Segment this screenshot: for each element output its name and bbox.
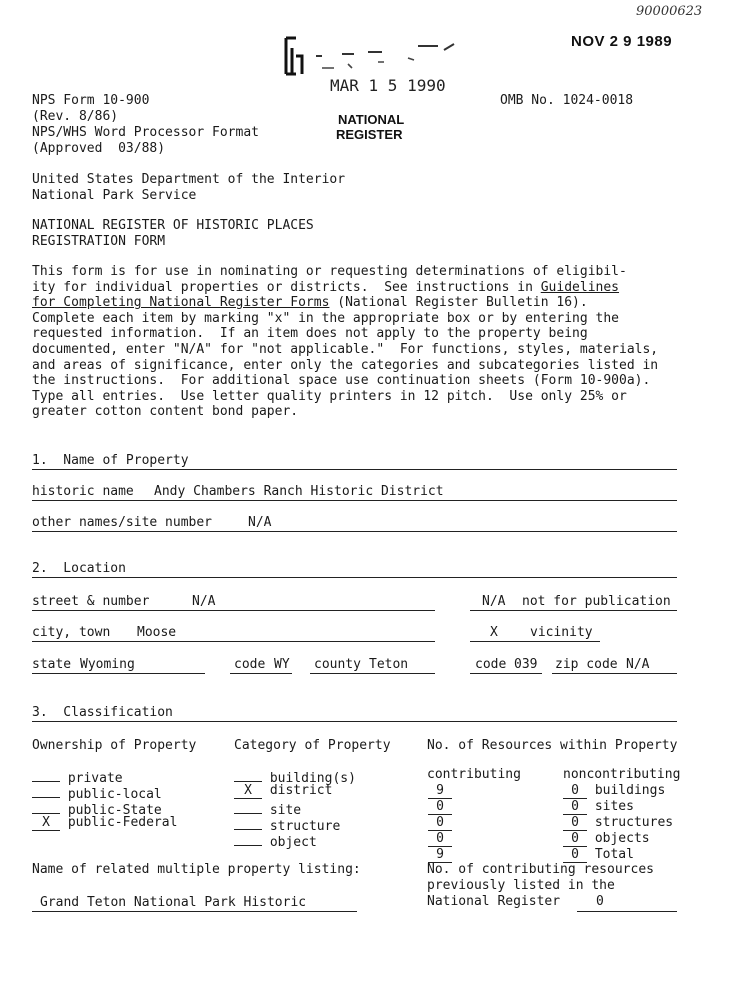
form-subtitle: REGISTRATION FORM: [32, 234, 166, 249]
noncontributing-total[interactable]: 0: [563, 848, 587, 863]
category-option-site[interactable]: [234, 799, 356, 818]
register-date-stamp: MAR 1 5 1990: [330, 76, 446, 95]
zip-label: zip code: [555, 657, 618, 672]
category-label: building(s): [269, 771, 356, 786]
vicinity-mark[interactable]: X: [490, 625, 498, 640]
category-checkbox[interactable]: [234, 815, 262, 830]
form-number: NPS Form 10-900: [32, 93, 150, 108]
zip-value[interactable]: N/A: [626, 657, 650, 672]
county-label: county: [314, 657, 361, 672]
service: National Park Service: [32, 188, 197, 203]
ownership-option-public-federal[interactable]: [32, 815, 177, 831]
section-3-heading: 3. Classification: [32, 705, 173, 720]
received-date-stamp: NOV 2 9 1989: [571, 33, 673, 50]
department: United States Department of the Interior: [32, 172, 346, 187]
noncontributing-structures[interactable]: 0: [563, 816, 587, 831]
contributing-total[interactable]: 9: [428, 848, 452, 863]
category-option-structure[interactable]: [234, 815, 356, 834]
vicinity-line: [470, 641, 600, 642]
other-names-value[interactable]: N/A: [248, 515, 272, 530]
city-label: city, town: [32, 625, 111, 640]
instruction-line: This form is for use in nominating or requesting determinations of eligibil-: [32, 264, 627, 279]
category-checkbox[interactable]: [234, 767, 262, 782]
street-label: street & number: [32, 594, 150, 609]
ownership-heading: Ownership of Property: [32, 738, 197, 753]
category-heading: Category of Property: [234, 738, 391, 753]
omb-number: OMB No. 1024-0018: [500, 93, 634, 108]
ownership-checkbox[interactable]: [32, 799, 60, 814]
state-label: state: [32, 657, 72, 672]
instruction-line: requested information. If an item does not apply to the property being: [32, 326, 588, 342]
noncontributing-sites[interactable]: 0: [563, 800, 587, 815]
divider: [32, 577, 677, 578]
contributing-objects[interactable]: 0: [428, 832, 452, 847]
resource-label: Total: [594, 847, 634, 862]
resources-heading: No. of Resources within Property: [427, 738, 678, 753]
resource-label: sites: [594, 799, 634, 814]
zip-line: [552, 673, 677, 674]
county-line: [310, 673, 435, 674]
previously-listed-label-3: National Register: [427, 894, 561, 909]
previously-listed-label-2: previously listed in the: [427, 878, 615, 893]
category-label: site: [269, 803, 302, 818]
category-label: object: [269, 835, 317, 850]
city-line: [32, 641, 435, 642]
instructions: [32, 264, 658, 420]
ownership-options: [32, 767, 177, 831]
not-for-publication-label: not for publication: [522, 594, 671, 609]
noncontributing-label: noncontributing: [563, 767, 681, 782]
county-code-line: [470, 673, 542, 674]
previously-listed-value[interactable]: 0: [596, 894, 604, 909]
not-for-publication-line: [470, 610, 677, 611]
ownership-checkbox[interactable]: [32, 783, 60, 798]
instruction-text: ity for individual properties or districts. See instructions in: [32, 279, 541, 295]
ownership-label: public-Federal: [67, 815, 178, 830]
instruction-line: Complete each item by marking "x" in the appropriate box or by entering the: [32, 310, 619, 326]
ownership-label: public-local: [67, 787, 162, 802]
register-label-1: NATIONAL: [338, 112, 405, 127]
state-code-line: [230, 673, 292, 674]
form-approved: (Approved 03/88): [32, 141, 166, 156]
contributing-structures[interactable]: 0: [428, 816, 452, 831]
handwritten-reference: 90000623: [636, 4, 703, 19]
instruction-line: Type all entries. Use letter quality printers in 12 pitch. Use only 25% or: [32, 388, 627, 404]
section-1-heading: 1. Name of Property: [32, 453, 189, 468]
noncontributing-objects[interactable]: 0: [563, 832, 587, 847]
ownership-checkbox[interactable]: X: [32, 816, 60, 831]
instruction-text: (National Register Bulletin 16).: [329, 295, 588, 311]
instruction-line: [32, 295, 658, 311]
register-label-2: REGISTER: [336, 127, 403, 142]
state-line: [32, 673, 205, 674]
multiple-listing-value[interactable]: Grand Teton National Park Historic: [40, 895, 307, 910]
category-checkbox[interactable]: [234, 799, 262, 814]
state-value[interactable]: Wyoming: [80, 657, 135, 672]
historic-name-label: historic name: [32, 484, 134, 499]
category-label: structure: [269, 819, 341, 834]
ownership-label: public-State: [67, 803, 162, 818]
historic-name-line: [32, 500, 677, 501]
resource-label: buildings: [594, 783, 666, 798]
previously-listed-label-1: No. of contributing resources: [427, 862, 654, 877]
instruction-line: and areas of significance, enter only the categories and subcategories listed in: [32, 357, 659, 373]
state-code-value[interactable]: WY: [274, 657, 290, 672]
vicinity-label: vicinity: [530, 625, 593, 640]
divider: [32, 469, 677, 470]
not-for-publication-value[interactable]: N/A: [482, 594, 506, 609]
instruction-line: documented, enter "N/A" for "not applicable." For functions, styles, materials,: [32, 341, 659, 357]
city-value[interactable]: Moose: [137, 625, 177, 640]
street-line: [32, 610, 435, 611]
contributing-counts: [428, 783, 452, 863]
multiple-listing-label: Name of related multiple property listing:: [32, 862, 361, 877]
ownership-option-public-state[interactable]: [32, 799, 177, 818]
ownership-checkbox[interactable]: [32, 767, 60, 782]
state-code-label: code: [234, 657, 266, 672]
category-checkbox[interactable]: [234, 831, 262, 846]
category-options: [234, 767, 356, 850]
ownership-label: private: [67, 771, 123, 786]
ownership-option-public-local[interactable]: [32, 783, 177, 802]
category-checkbox[interactable]: X: [234, 784, 262, 799]
historic-name-value[interactable]: Andy Chambers Ranch Historic District: [154, 484, 444, 499]
section-2-heading: 2. Location: [32, 561, 126, 576]
other-names-label: other names/site number: [32, 515, 213, 530]
category-label: district: [269, 783, 333, 798]
county-code-label: code: [475, 657, 507, 672]
street-value[interactable]: N/A: [192, 594, 216, 609]
instruction-line: greater cotton content bond paper.: [32, 404, 299, 420]
contributing-sites[interactable]: 0: [428, 800, 452, 815]
form-revision: (Rev. 8/86): [32, 109, 119, 124]
resource-label: objects: [594, 831, 650, 846]
noncontributing-counts: [563, 783, 673, 863]
resource-label: structures: [594, 815, 674, 830]
contributing-buildings[interactable]: 9: [428, 784, 452, 799]
noncontributing-buildings[interactable]: 0: [563, 784, 587, 799]
other-names-line: [32, 531, 677, 532]
instruction-line: [32, 280, 658, 296]
instruction-line: the instructions. For additional space use continuation sheets (Form 10-900a).: [32, 373, 651, 389]
divider: [32, 721, 677, 722]
guidelines-link-part2: for Completing National Register Forms: [32, 295, 330, 311]
category-option-buildings[interactable]: [234, 767, 356, 786]
form-format: NPS/WHS Word Processor Format: [32, 125, 259, 140]
contributing-label: contributing: [427, 767, 521, 782]
previously-listed-line: [577, 911, 677, 912]
form-title: NATIONAL REGISTER OF HISTORIC PLACES: [32, 218, 314, 233]
county-value[interactable]: Teton: [369, 657, 409, 672]
guidelines-link-part1: Guidelines: [540, 279, 620, 295]
ownership-option-private[interactable]: [32, 767, 177, 786]
multiple-listing-line: [32, 911, 357, 912]
county-code-value[interactable]: 039: [514, 657, 538, 672]
